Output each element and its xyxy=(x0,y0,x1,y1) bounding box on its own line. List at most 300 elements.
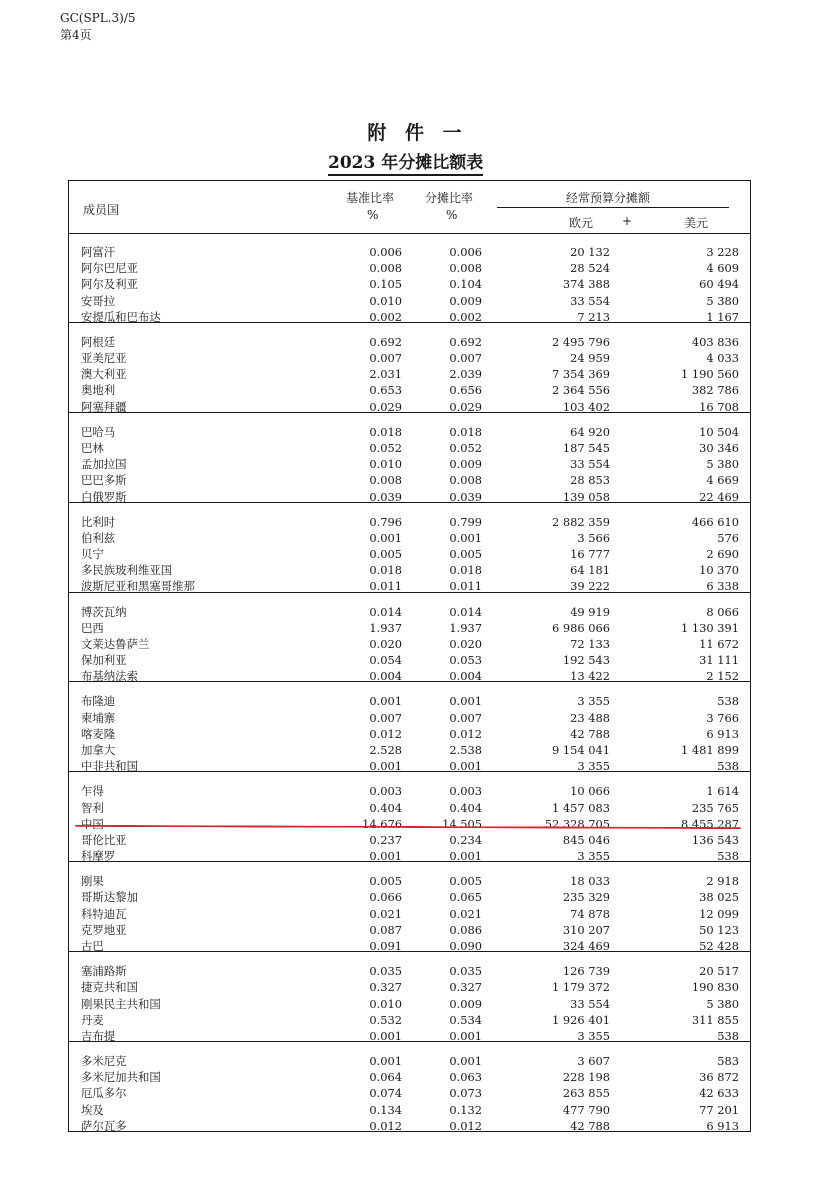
base-rate: 0.010 xyxy=(369,996,402,1011)
table-row xyxy=(69,848,750,864)
table-row xyxy=(69,260,750,276)
table-row xyxy=(69,922,750,938)
table-row xyxy=(69,366,750,382)
euro-amount: 24 959 xyxy=(570,351,610,366)
euro-amount: 28 853 xyxy=(570,473,610,488)
member-name: 丹麦 xyxy=(81,1012,104,1027)
usd-amount: 77 201 xyxy=(699,1102,739,1117)
euro-amount: 477 790 xyxy=(562,1102,610,1117)
table-row xyxy=(69,293,750,309)
usd-amount: 1 167 xyxy=(706,309,739,324)
euro-amount: 9 154 041 xyxy=(552,743,610,758)
table-row xyxy=(69,399,750,415)
usd-amount: 576 xyxy=(717,530,739,545)
member-name: 伯利兹 xyxy=(81,530,116,545)
base-rate: 0.001 xyxy=(369,1028,402,1043)
member-name: 巴林 xyxy=(81,440,104,455)
table-row xyxy=(69,530,750,546)
euro-amount: 1 179 372 xyxy=(552,980,610,995)
base-rate: 0.012 xyxy=(369,726,402,741)
euro-amount: 20 132 xyxy=(570,245,610,259)
usd-amount: 136 543 xyxy=(691,832,739,847)
usd-amount: 235 765 xyxy=(691,800,739,815)
usd-amount: 6 338 xyxy=(706,579,739,594)
member-name: 白俄罗斯 xyxy=(81,489,127,504)
base-rate: 0.002 xyxy=(369,309,402,324)
assessment-rate: 0.007 xyxy=(449,351,482,366)
euro-amount: 192 543 xyxy=(562,653,610,668)
assessment-rate: 0.234 xyxy=(449,832,482,847)
member-name: 波斯尼亚和黑塞哥维那 xyxy=(81,579,195,594)
row-group xyxy=(69,772,750,862)
row-group xyxy=(69,413,750,503)
table-row xyxy=(69,276,750,292)
base-rate: 0.035 xyxy=(369,964,402,979)
base-rate: 0.014 xyxy=(369,604,402,619)
euro-amount: 310 207 xyxy=(562,922,610,937)
table-row xyxy=(69,996,750,1012)
table-row xyxy=(69,1012,750,1028)
euro-amount: 42 788 xyxy=(570,1118,610,1133)
usd-amount: 10 370 xyxy=(699,563,739,578)
table-row xyxy=(69,309,750,325)
base-rate: 0.074 xyxy=(369,1086,402,1101)
base-rate: 0.532 xyxy=(369,1012,402,1027)
usd-amount: 36 872 xyxy=(699,1070,739,1085)
base-rate: 0.327 xyxy=(369,980,402,995)
base-rate: 0.237 xyxy=(369,832,402,847)
member-name: 亚美尼亚 xyxy=(81,351,127,366)
usd-amount: 38 025 xyxy=(699,890,739,905)
euro-amount: 16 777 xyxy=(570,547,610,562)
member-name: 厄瓜多尔 xyxy=(81,1086,127,1101)
base-rate: 0.011 xyxy=(369,579,402,594)
base-rate: 1.937 xyxy=(369,620,402,635)
member-name: 阿富汗 xyxy=(81,245,116,259)
base-rate: 0.018 xyxy=(369,563,402,578)
assessment-rate: 0.009 xyxy=(449,293,482,308)
base-rate: 0.064 xyxy=(369,1070,402,1085)
usd-amount: 1 614 xyxy=(706,784,739,799)
assessment-rate: 0.006 xyxy=(449,245,482,259)
row-group xyxy=(69,593,750,683)
table-row xyxy=(69,742,750,758)
table-row xyxy=(69,562,750,578)
table-row xyxy=(69,938,750,954)
base-rate: 0.692 xyxy=(369,334,402,349)
member-name: 巴西 xyxy=(81,620,104,635)
euro-amount: 3 566 xyxy=(577,530,610,545)
member-name: 孟加拉国 xyxy=(81,457,127,472)
base-rate: 0.054 xyxy=(369,653,402,668)
table-row xyxy=(69,604,750,620)
euro-amount: 1 926 401 xyxy=(552,1012,610,1027)
table-row xyxy=(69,440,750,456)
usd-amount: 5 380 xyxy=(706,996,739,1011)
table-row xyxy=(69,514,750,530)
table-row xyxy=(69,1053,750,1069)
base-rate: 2.528 xyxy=(369,743,402,758)
member-name: 刚果 xyxy=(81,874,104,889)
assessment-rate: 2.039 xyxy=(449,367,482,382)
assessment-rate: 0.052 xyxy=(449,440,482,455)
table-row xyxy=(69,578,750,594)
member-name: 喀麦隆 xyxy=(81,726,116,741)
member-name: 巴哈马 xyxy=(81,424,116,439)
usd-amount: 8 455 287 xyxy=(681,816,739,831)
euro-amount: 187 545 xyxy=(562,440,610,455)
assessment-rate: 0.404 xyxy=(449,800,482,815)
page-number: 第4页 xyxy=(60,28,92,42)
usd-amount: 16 708 xyxy=(699,399,739,414)
document-symbol: GC(SPL.3)/5 xyxy=(60,11,136,25)
usd-amount: 382 786 xyxy=(691,383,739,398)
base-rate: 0.653 xyxy=(369,383,402,398)
euro-amount: 235 329 xyxy=(562,890,610,905)
base-rate: 0.021 xyxy=(369,906,402,921)
usd-amount: 538 xyxy=(717,759,739,774)
assessment-rate: 0.007 xyxy=(449,710,482,725)
usd-amount: 538 xyxy=(717,694,739,709)
usd-amount: 6 913 xyxy=(706,1118,739,1133)
euro-amount: 103 402 xyxy=(562,399,610,414)
table-row xyxy=(69,489,750,505)
euro-amount: 3 355 xyxy=(577,1028,610,1043)
row-group xyxy=(69,952,750,1042)
assessment-rate: 0.086 xyxy=(449,922,482,937)
member-name: 多米尼克 xyxy=(81,1054,127,1069)
assessment-rate: 0.018 xyxy=(449,563,482,578)
header-assessment-rate-unit: % xyxy=(446,208,458,222)
assessment-rate: 0.053 xyxy=(449,653,482,668)
member-name: 布隆迪 xyxy=(81,694,116,709)
table-row xyxy=(69,758,750,774)
base-rate: 14.676 xyxy=(362,816,402,831)
euro-amount: 13 422 xyxy=(570,669,610,684)
table-row xyxy=(69,816,750,832)
member-name: 埃及 xyxy=(81,1102,104,1117)
base-rate: 0.018 xyxy=(369,424,402,439)
euro-amount: 64 920 xyxy=(570,424,610,439)
assessment-rate: 0.008 xyxy=(449,261,482,276)
member-name: 中国 xyxy=(81,816,104,831)
table-row xyxy=(69,1028,750,1044)
table-title: 2023 年分摊比额表 xyxy=(328,148,483,176)
usd-amount: 12 099 xyxy=(699,906,739,921)
member-name: 捷克共和国 xyxy=(81,980,138,995)
euro-amount: 7 213 xyxy=(577,309,610,324)
table-row xyxy=(69,979,750,995)
member-name: 柬埔寨 xyxy=(81,710,116,725)
member-name: 奥地利 xyxy=(81,383,116,398)
usd-amount: 8 066 xyxy=(706,604,739,619)
assessment-rate: 0.014 xyxy=(449,604,482,619)
assessment-rate: 0.020 xyxy=(449,636,482,651)
base-rate: 0.003 xyxy=(369,784,402,799)
assessment-table xyxy=(68,180,751,1132)
usd-amount: 2 690 xyxy=(706,547,739,562)
member-name: 多民族玻利维亚国 xyxy=(81,563,173,578)
assessment-rate: 0.035 xyxy=(449,964,482,979)
annex-title: 附 件 一 xyxy=(367,122,468,144)
euro-amount: 845 046 xyxy=(562,832,610,847)
base-rate: 0.087 xyxy=(369,922,402,937)
assessment-rate: 0.065 xyxy=(449,890,482,905)
member-name: 比利时 xyxy=(81,514,116,529)
usd-amount: 5 380 xyxy=(706,293,739,308)
euro-amount: 126 739 xyxy=(562,964,610,979)
table-row xyxy=(69,1102,750,1118)
row-group xyxy=(69,503,750,593)
assessment-rate: 0.018 xyxy=(449,424,482,439)
usd-amount: 4 609 xyxy=(706,261,739,276)
euro-amount: 10 066 xyxy=(570,784,610,799)
base-rate: 0.007 xyxy=(369,710,402,725)
euro-amount: 33 554 xyxy=(570,996,610,1011)
euro-amount: 33 554 xyxy=(570,457,610,472)
usd-amount: 22 469 xyxy=(699,489,739,504)
base-rate: 0.066 xyxy=(369,890,402,905)
assessment-rate: 0.001 xyxy=(449,694,482,709)
usd-amount: 466 610 xyxy=(691,514,739,529)
assessment-rate: 0.039 xyxy=(449,489,482,504)
table-row xyxy=(69,873,750,889)
assessment-rate: 0.132 xyxy=(449,1102,482,1117)
assessment-rate: 0.799 xyxy=(449,514,482,529)
base-rate: 0.005 xyxy=(369,547,402,562)
euro-amount: 228 198 xyxy=(562,1070,610,1085)
table-row xyxy=(69,244,750,260)
row-group xyxy=(69,682,750,772)
member-name: 乍得 xyxy=(81,784,104,799)
base-rate: 0.001 xyxy=(369,1054,402,1069)
assessment-rate: 0.009 xyxy=(449,996,482,1011)
member-name: 萨尔瓦多 xyxy=(81,1118,127,1133)
euro-amount: 64 181 xyxy=(570,563,610,578)
member-name: 塞浦路斯 xyxy=(81,964,127,979)
base-rate: 0.091 xyxy=(369,938,402,953)
table-header xyxy=(69,181,750,234)
member-name: 安提瓜和巴布达 xyxy=(81,309,161,324)
member-name: 哥斯达黎加 xyxy=(81,890,138,905)
member-name: 哥伦比亚 xyxy=(81,832,127,847)
table-row xyxy=(69,906,750,922)
euro-amount: 2 364 556 xyxy=(552,383,610,398)
base-rate: 0.005 xyxy=(369,874,402,889)
assessment-rate: 0.063 xyxy=(449,1070,482,1085)
euro-amount: 33 554 xyxy=(570,293,610,308)
assessment-rate: 0.012 xyxy=(449,726,482,741)
header-regular-budget: 经常预算分摊额 xyxy=(566,191,651,205)
assessment-rate: 0.001 xyxy=(449,1028,482,1043)
euro-amount: 23 488 xyxy=(570,710,610,725)
member-name: 多米尼加共和国 xyxy=(81,1070,161,1085)
euro-amount: 42 788 xyxy=(570,726,610,741)
usd-amount: 1 481 899 xyxy=(681,743,739,758)
member-name: 文莱达鲁萨兰 xyxy=(81,636,150,651)
euro-amount: 3 355 xyxy=(577,849,610,864)
euro-amount: 139 058 xyxy=(562,489,610,504)
table-row xyxy=(69,350,750,366)
table-row xyxy=(69,472,750,488)
member-name: 科特迪瓦 xyxy=(81,906,127,921)
assessment-rate: 0.004 xyxy=(449,669,482,684)
table-row xyxy=(69,963,750,979)
euro-amount: 39 222 xyxy=(570,579,610,594)
euro-amount: 6 986 066 xyxy=(552,620,610,635)
base-rate: 0.004 xyxy=(369,669,402,684)
euro-amount: 7 354 369 xyxy=(552,367,610,382)
euro-amount: 28 524 xyxy=(570,261,610,276)
member-name: 博茨瓦纳 xyxy=(81,604,127,619)
member-name: 阿塞拜疆 xyxy=(81,399,127,414)
usd-amount: 190 830 xyxy=(691,980,739,995)
member-name: 克罗地亚 xyxy=(81,922,127,937)
base-rate: 2.031 xyxy=(369,367,402,382)
header-divider xyxy=(497,207,729,208)
usd-amount: 538 xyxy=(717,849,739,864)
member-name: 加拿大 xyxy=(81,743,116,758)
member-name: 巴巴多斯 xyxy=(81,473,127,488)
usd-amount: 30 346 xyxy=(699,440,739,455)
member-name: 吉布提 xyxy=(81,1028,116,1043)
assessment-rate: 0.656 xyxy=(449,383,482,398)
euro-amount: 263 855 xyxy=(562,1086,610,1101)
usd-amount: 20 517 xyxy=(699,964,739,979)
usd-amount: 6 913 xyxy=(706,726,739,741)
usd-amount: 5 380 xyxy=(706,457,739,472)
euro-amount: 52 328 705 xyxy=(544,816,610,831)
assessment-rate: 0.534 xyxy=(449,1012,482,1027)
assessment-rate: 0.011 xyxy=(449,579,482,594)
usd-amount: 3 228 xyxy=(706,245,739,259)
base-rate: 0.001 xyxy=(369,759,402,774)
table-row xyxy=(69,783,750,799)
assessment-rate: 0.001 xyxy=(449,849,482,864)
table-row xyxy=(69,1118,750,1134)
assessment-rate: 0.012 xyxy=(449,1118,482,1133)
table-row xyxy=(69,1069,750,1085)
base-rate: 0.001 xyxy=(369,530,402,545)
base-rate: 0.007 xyxy=(369,351,402,366)
euro-amount: 3 355 xyxy=(577,694,610,709)
base-rate: 0.012 xyxy=(369,1118,402,1133)
euro-amount: 3 355 xyxy=(577,759,610,774)
base-rate: 0.039 xyxy=(369,489,402,504)
header-plus: + xyxy=(622,214,633,228)
usd-amount: 403 836 xyxy=(691,334,739,349)
member-name: 阿尔及利亚 xyxy=(81,277,138,292)
assessment-rate: 0.327 xyxy=(449,980,482,995)
base-rate: 0.134 xyxy=(369,1102,402,1117)
table-row xyxy=(69,1085,750,1101)
member-name: 布基纳法索 xyxy=(81,669,138,684)
assessment-rate: 0.073 xyxy=(449,1086,482,1101)
base-rate: 0.029 xyxy=(369,399,402,414)
table-row xyxy=(69,710,750,726)
header-base-rate: 基准比率 xyxy=(346,191,395,205)
row-group xyxy=(69,862,750,952)
member-name: 保加利亚 xyxy=(81,653,127,668)
assessment-rate: 0.029 xyxy=(449,399,482,414)
base-rate: 0.001 xyxy=(369,694,402,709)
assessment-rate: 0.001 xyxy=(449,759,482,774)
assessment-rate: 0.001 xyxy=(449,1054,482,1069)
assessment-rate: 0.021 xyxy=(449,906,482,921)
usd-amount: 311 855 xyxy=(691,1012,739,1027)
base-rate: 0.796 xyxy=(369,514,402,529)
assessment-rate: 0.001 xyxy=(449,530,482,545)
usd-amount: 60 494 xyxy=(699,277,739,292)
base-rate: 0.105 xyxy=(369,277,402,292)
usd-amount: 31 111 xyxy=(699,653,739,668)
member-name: 智利 xyxy=(81,800,104,815)
table-body xyxy=(69,233,750,1132)
assessment-rate: 0.003 xyxy=(449,784,482,799)
header-euro: 欧元 xyxy=(569,216,594,230)
base-rate: 0.008 xyxy=(369,473,402,488)
assessment-rate: 0.090 xyxy=(449,938,482,953)
assessment-rate: 0.005 xyxy=(449,874,482,889)
table-row xyxy=(69,800,750,816)
table-row xyxy=(69,832,750,848)
member-name: 中非共和国 xyxy=(81,759,138,774)
euro-amount: 49 919 xyxy=(570,604,610,619)
usd-amount: 11 672 xyxy=(699,636,739,651)
table-row xyxy=(69,424,750,440)
assessment-rate: 14.505 xyxy=(442,816,482,831)
member-name: 澳大利亚 xyxy=(81,367,127,382)
member-name: 阿根廷 xyxy=(81,334,116,349)
assessment-rate: 0.002 xyxy=(449,309,482,324)
table-row xyxy=(69,693,750,709)
table-row xyxy=(69,668,750,684)
base-rate: 0.010 xyxy=(369,457,402,472)
usd-amount: 538 xyxy=(717,1028,739,1043)
base-rate: 0.404 xyxy=(369,800,402,815)
euro-amount: 2 882 359 xyxy=(552,514,610,529)
usd-amount: 1 130 391 xyxy=(681,620,739,635)
table-row xyxy=(69,889,750,905)
header-usd: 美元 xyxy=(684,216,709,230)
table-row xyxy=(69,334,750,350)
usd-amount: 42 633 xyxy=(699,1086,739,1101)
member-name: 阿尔巴尼亚 xyxy=(81,261,138,276)
base-rate: 0.020 xyxy=(369,636,402,651)
member-name: 古巴 xyxy=(81,938,104,953)
assessment-rate: 0.692 xyxy=(449,334,482,349)
table-row xyxy=(69,652,750,668)
document-header xyxy=(60,10,136,44)
header-assessment-rate: 分摊比率 xyxy=(425,191,474,205)
assessment-rate: 1.937 xyxy=(449,620,482,635)
table-row xyxy=(69,636,750,652)
euro-amount: 2 495 796 xyxy=(552,334,610,349)
row-group xyxy=(69,323,750,413)
euro-amount: 324 469 xyxy=(562,938,610,953)
table-row xyxy=(69,726,750,742)
usd-amount: 2 152 xyxy=(706,669,739,684)
usd-amount: 4 033 xyxy=(706,351,739,366)
usd-amount: 1 190 560 xyxy=(681,367,739,382)
member-name: 刚果民主共和国 xyxy=(81,996,161,1011)
assessment-rate: 2.538 xyxy=(449,743,482,758)
euro-amount: 374 388 xyxy=(562,277,610,292)
usd-amount: 583 xyxy=(717,1054,739,1069)
base-rate: 0.001 xyxy=(369,849,402,864)
euro-amount: 72 133 xyxy=(570,636,610,651)
header-member-state: 成员国 xyxy=(83,203,120,217)
